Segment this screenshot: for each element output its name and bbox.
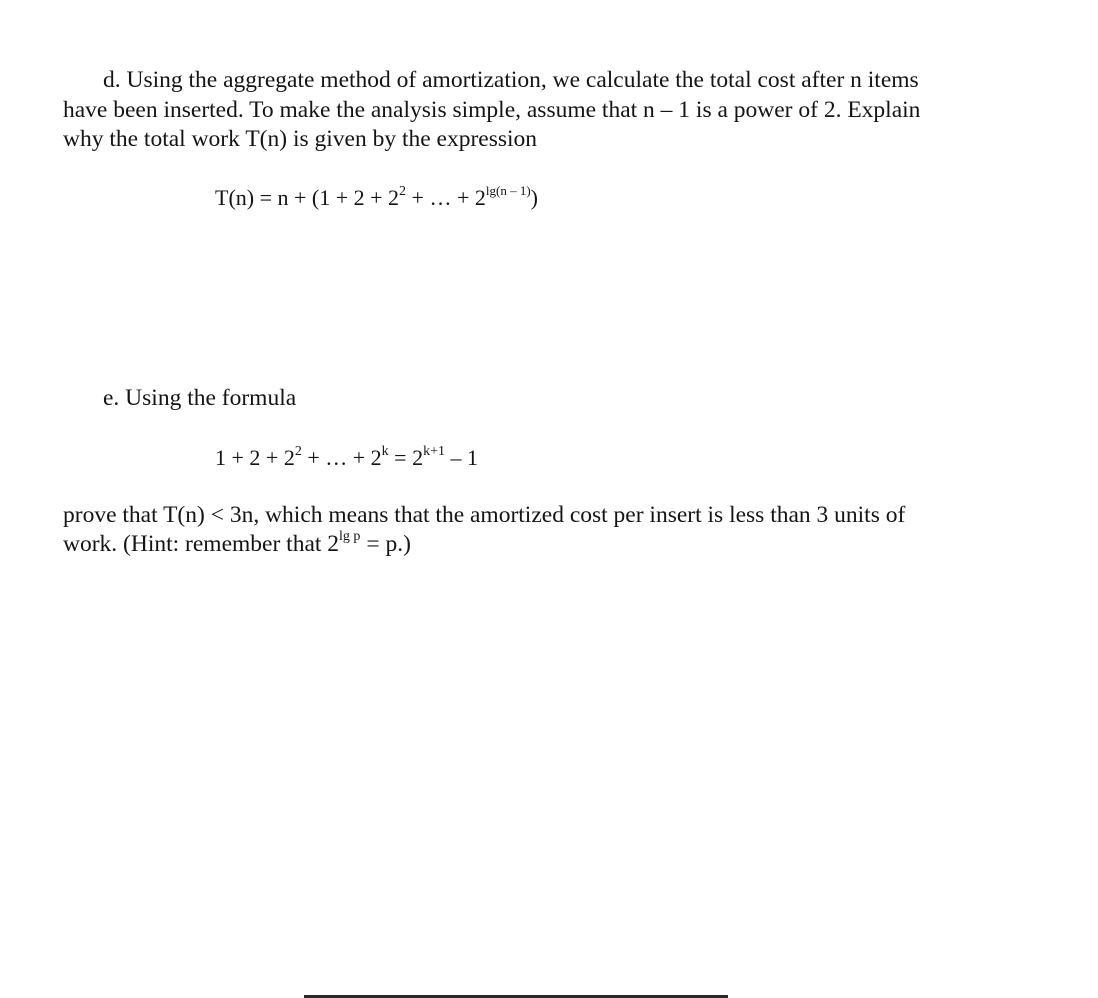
part-e-line-1: e. Using the formula: [103, 385, 297, 411]
part-e-formula: $1 + 2 + 2^2$ + … + $2^k = 2^{k+1} - 1$: [215, 443, 478, 470]
part-e-line-3: work. (Hint: remember that $2^{lg p} = p$.): [63, 529, 411, 557]
formula-exponent: 2: [399, 183, 407, 199]
hint-exponent: lg p: [339, 529, 361, 545]
part-d-line-1: d. Using the aggregate method of amortization, we calculate the total cost after n items: [103, 67, 919, 93]
formula-exponent: lg(n – 1): [485, 182, 531, 198]
formula-exponent: k+1: [423, 443, 445, 459]
part-d-line-3: why the total work T(n) is given by the expression: [63, 126, 538, 152]
formula-exponent: k: [381, 443, 389, 459]
formula-exponent: 2: [294, 443, 302, 459]
part-d-formula: $T(n) = n + (1 + 2 + 2^2$ + … + $2^{lg(n - 1)}$): [215, 182, 538, 210]
part-d-line-2: have been inserted. To make the analysis simple, assume that n – 1 is a power of 2. Explain: [63, 97, 921, 123]
part-e-line-2: prove that T(n) < 3n, which means that the amortized cost per insert is less than 3 units of: [63, 502, 906, 528]
